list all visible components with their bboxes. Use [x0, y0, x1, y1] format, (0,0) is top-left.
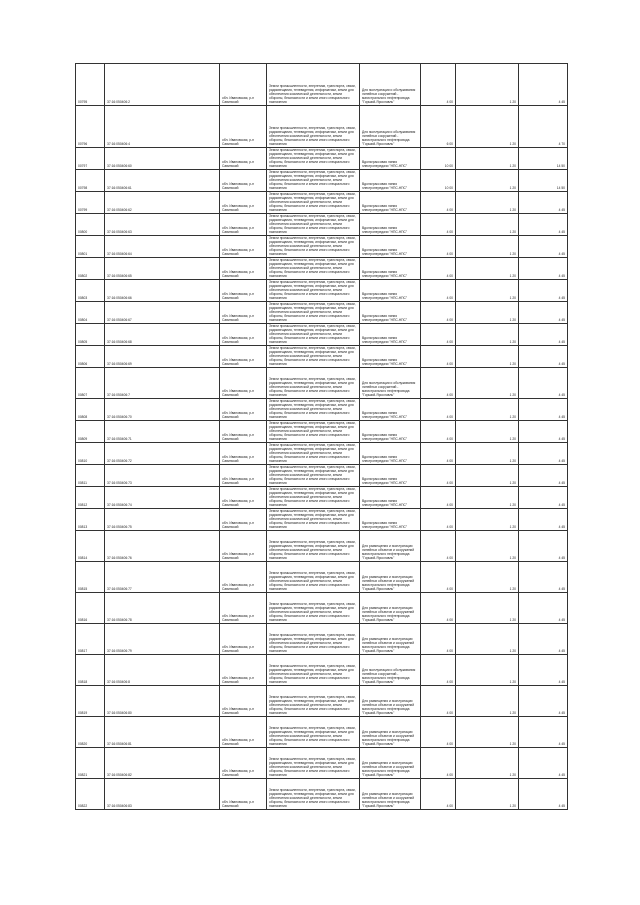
table-row	[76, 148, 568, 170]
area-cell: 4 00	[421, 236, 456, 258]
permitted-use-cell: Вдольтрассовая линия электропередачи "НПС-НПС"	[360, 148, 421, 170]
table-row	[76, 302, 568, 324]
value-cell: 4 45	[519, 346, 568, 368]
share-cell: 1 20	[456, 399, 519, 421]
land-category-cell: Земли промышленности, энергетики, транспорта, связи, радиовещания, телевидения, информатики, земли для обеспечения космической деятельности, земли обороны, безопасности и земли иного специального назначения	[267, 258, 360, 280]
share-cell: 1 20	[456, 258, 519, 280]
plot-number-cell: 00816	[76, 593, 105, 624]
land-category-cell: Земли промышленности, энергетики, транспорта, связи, радиовещания, телевидения, информатики, земли для обеспечения космической деятельности, земли обороны, безопасности и земли иного специального назначения	[267, 686, 360, 717]
share-cell: 1 20	[456, 655, 519, 686]
value-cell: 4 45	[519, 192, 568, 214]
permitted-use-cell: Вдольтрассовая линия электропередачи "НПС-НПС"	[360, 421, 421, 443]
cadastral-number-cell: 37:16:050406:66	[105, 280, 220, 302]
permitted-use-cell: Для размещения и эксплуатации линейных объектов и сооружений магистрального нефтепровода "Горький-Ярославль"	[360, 531, 421, 562]
plot-number-cell: 00817	[76, 624, 105, 655]
cadastral-number-cell: 37:16:050406:65	[105, 258, 220, 280]
value-cell: 4 70	[519, 106, 568, 148]
area-cell: 4 00	[421, 399, 456, 421]
area-cell: 4 00	[421, 531, 456, 562]
area-cell: 4 00	[421, 593, 456, 624]
permitted-use-cell: Для размещения и эксплуатации линейных объектов и сооружений магистрального нефтепровода "Горький-Ярославль"	[360, 562, 421, 593]
plot-number-cell: 00811	[76, 465, 105, 487]
share-cell: 1 20	[456, 192, 519, 214]
plot-number-cell: 00820	[76, 717, 105, 748]
value-cell: 4 45	[519, 368, 568, 399]
permitted-use-cell: Вдольтрассовая линия электропередачи "НПС-НПС"	[360, 236, 421, 258]
value-cell: 4 45	[519, 399, 568, 421]
table-row	[76, 624, 568, 655]
permitted-use-cell: Вдольтрассовая линия электропередачи "НПС-НПС"	[360, 399, 421, 421]
land-category-cell: Земли промышленности, энергетики, транспорта, связи, радиовещания, телевидения, информатики, земли для обеспечения космической деятельности, земли обороны, безопасности и земли иного специального назначения	[267, 655, 360, 686]
permitted-use-cell: Вдольтрассовая линия электропередачи "НПС-НПС"	[360, 302, 421, 324]
table-row	[76, 170, 568, 192]
share-cell: 1 20	[456, 443, 519, 465]
table-row	[76, 236, 568, 258]
location-cell: обл. Ивановская, р-н Савинский	[220, 106, 267, 148]
permitted-use-cell: Для эксплуатации и обслуживания линейных сооружений - магистрального нефтепровода "Горький-Ярославль"	[360, 655, 421, 686]
table-row	[76, 686, 568, 717]
table-row	[76, 399, 568, 421]
plot-number-cell: 00806	[76, 346, 105, 368]
plot-number-cell: 00801	[76, 236, 105, 258]
share-cell: 1 20	[456, 148, 519, 170]
permitted-use-cell: Для размещения и эксплуатации линейных объектов и сооружений магистрального нефтепровода "Горький-Ярославль"	[360, 748, 421, 779]
location-cell: обл. Ивановская, р-н Савинский	[220, 64, 267, 106]
location-cell: обл. Ивановская, р-н Савинский	[220, 399, 267, 421]
location-cell: обл. Ивановская, р-н Савинский	[220, 148, 267, 170]
share-cell: 1 20	[456, 531, 519, 562]
cadastral-number-cell: 37:16:050406:2	[105, 64, 220, 106]
location-cell: обл. Ивановская, р-н Савинский	[220, 280, 267, 302]
value-cell: 4 45	[519, 655, 568, 686]
area-cell: 4 00	[421, 624, 456, 655]
plot-number-cell: 00808	[76, 399, 105, 421]
location-cell: обл. Ивановская, р-н Савинский	[220, 748, 267, 779]
area-cell: 4 00	[421, 324, 456, 346]
cadastral-number-cell: 37:16:050406:82	[105, 748, 220, 779]
plot-number-cell: 00799	[76, 192, 105, 214]
plot-number-cell: 00814	[76, 531, 105, 562]
land-category-cell: Земли промышленности, энергетики, транспорта, связи, радиовещания, телевидения, информатики, земли для обеспечения космической деятельности, земли обороны, безопасности и земли иного специального назначения	[267, 443, 360, 465]
value-cell: 4 45	[519, 748, 568, 779]
plot-number-cell: 00821	[76, 748, 105, 779]
location-cell: обл. Ивановская, р-н Савинский	[220, 779, 267, 810]
table-row	[76, 280, 568, 302]
land-category-cell: Земли промышленности, энергетики, транспорта, связи, радиовещания, телевидения, информатики, земли для обеспечения космической деятельности, земли обороны, безопасности и земли иного специального назначения	[267, 346, 360, 368]
cadastral-number-cell: 37:16:050406:81	[105, 717, 220, 748]
value-cell: 4 45	[519, 487, 568, 509]
table-row	[76, 562, 568, 593]
area-cell: 4 00	[421, 562, 456, 593]
table-row	[76, 779, 568, 810]
cadastral-number-cell: 37:16:050406:67	[105, 302, 220, 324]
area-cell: 4 00	[421, 465, 456, 487]
land-category-cell: Земли промышленности, энергетики, транспорта, связи, радиовещания, телевидения, информатики, земли для обеспечения космической деятельности, земли обороны, безопасности и земли иного специального назначения	[267, 717, 360, 748]
table-row	[76, 717, 568, 748]
permitted-use-cell: Вдольтрассовая линия электропередачи "НПС-НПС"	[360, 443, 421, 465]
land-category-cell: Земли промышленности, энергетики, транспорта, связи, радиовещания, телевидения, информатики, земли для обеспечения космической деятельности, земли обороны, безопасности и земли иного специального назначения	[267, 399, 360, 421]
plot-number-cell: 00798	[76, 170, 105, 192]
location-cell: обл. Ивановская, р-н Савинский	[220, 324, 267, 346]
cadastral-number-cell: 37:16:050406:64	[105, 236, 220, 258]
table-row	[76, 64, 568, 106]
value-cell: 14 50	[519, 170, 568, 192]
share-cell: 1 20	[456, 509, 519, 531]
location-cell: обл. Ивановская, р-н Савинский	[220, 465, 267, 487]
cadastral-number-cell: 37:16:050406:79	[105, 624, 220, 655]
plot-number-cell: 00805	[76, 324, 105, 346]
share-cell: 1 20	[456, 64, 519, 106]
cadastral-number-cell: 37:16:050406:83	[105, 779, 220, 810]
permitted-use-cell: Вдольтрассовая линия электропередачи "НПС-НПС"	[360, 509, 421, 531]
value-cell: 4 45	[519, 593, 568, 624]
location-cell: обл. Ивановская, р-н Савинский	[220, 717, 267, 748]
share-cell: 1 20	[456, 170, 519, 192]
land-category-cell: Земли промышленности, энергетики, транспорта, связи, радиовещания, телевидения, информатики, земли для обеспечения космической деятельности, земли обороны, безопасности и земли иного специального назначения	[267, 509, 360, 531]
plot-number-cell: 00796	[76, 106, 105, 148]
area-cell: 4 00	[421, 192, 456, 214]
share-cell: 1 20	[456, 214, 519, 236]
location-cell: обл. Ивановская, р-н Савинский	[220, 531, 267, 562]
value-cell: 4 45	[519, 214, 568, 236]
cadastral-number-cell: 37:16:050406:74	[105, 487, 220, 509]
permitted-use-cell: Вдольтрассовая линия электропередачи "НПС-НПС"	[360, 487, 421, 509]
location-cell: обл. Ивановская, р-н Савинский	[220, 236, 267, 258]
location-cell: обл. Ивановская, р-н Савинский	[220, 509, 267, 531]
location-cell: обл. Ивановская, р-н Савинский	[220, 346, 267, 368]
share-cell: 1 20	[456, 487, 519, 509]
cadastral-number-cell: 37:16:050406:78	[105, 593, 220, 624]
area-cell: 6 00	[421, 106, 456, 148]
share-cell: 1 20	[456, 465, 519, 487]
plot-number-cell: 00809	[76, 421, 105, 443]
land-category-cell: Земли промышленности, энергетики, транспорта, связи, радиовещания, телевидения, информатики, земли для обеспечения космической деятельности, земли обороны, безопасности и земли иного специального назначения	[267, 368, 360, 399]
location-cell: обл. Ивановская, р-н Савинский	[220, 302, 267, 324]
cadastral-number-cell: 37:16:050406:75	[105, 509, 220, 531]
area-cell: 4 00	[421, 258, 456, 280]
area-cell: 4 00	[421, 302, 456, 324]
share-cell: 1 20	[456, 346, 519, 368]
cadastral-number-cell: 37:16:050406:80	[105, 686, 220, 717]
land-category-cell: Земли промышленности, энергетики, транспорта, связи, радиовещания, телевидения, информатики, земли для обеспечения космической деятельности, земли обороны, безопасности и земли иного специального назначения	[267, 748, 360, 779]
location-cell: обл. Ивановская, р-н Савинский	[220, 170, 267, 192]
permitted-use-cell: Вдольтрассовая линия электропередачи "НПС-НПС"	[360, 346, 421, 368]
cadastral-number-cell: 37:16:050406:8	[105, 655, 220, 686]
permitted-use-cell: Для эксплуатации и обслуживания линейных сооружений - магистрального нефтепровода "Горький-Ярославль"	[360, 64, 421, 106]
location-cell: обл. Ивановская, р-н Савинский	[220, 562, 267, 593]
share-cell: 1 20	[456, 779, 519, 810]
plot-number-cell: 00800	[76, 214, 105, 236]
permitted-use-cell: Вдольтрассовая линия электропередачи "НПС-НПС"	[360, 214, 421, 236]
area-cell: 4 00	[421, 346, 456, 368]
plot-number-cell: 00813	[76, 509, 105, 531]
value-cell: 4 45	[519, 779, 568, 810]
share-cell: 1 20	[456, 368, 519, 399]
plot-number-cell: 00807	[76, 368, 105, 399]
plot-number-cell: 00797	[76, 148, 105, 170]
share-cell: 1 20	[456, 106, 519, 148]
land-category-cell: Земли промышленности, энергетики, транспорта, связи, радиовещания, телевидения, информатики, земли для обеспечения космической деятельности, земли обороны, безопасности и земли иного специального назначения	[267, 192, 360, 214]
permitted-use-cell: Вдольтрассовая линия электропередачи "НПС-НПС"	[360, 324, 421, 346]
share-cell: 1 20	[456, 280, 519, 302]
area-cell: 10 00	[421, 148, 456, 170]
plot-number-cell: 00822	[76, 779, 105, 810]
cadastral-number-cell: 37:16:050406:71	[105, 421, 220, 443]
cadastral-number-cell: 37:16:050406:72	[105, 443, 220, 465]
permitted-use-cell: Для размещения и эксплуатации линейных объектов и сооружений магистрального нефтепровода "Горький-Ярославль"	[360, 624, 421, 655]
cadastral-number-cell: 37:16:050406:60	[105, 148, 220, 170]
land-category-cell: Земли промышленности, энергетики, транспорта, связи, радиовещания, телевидения, информатики, земли для обеспечения космической деятельности, земли обороны, безопасности и земли иного специального назначения	[267, 106, 360, 148]
share-cell: 1 20	[456, 717, 519, 748]
location-cell: обл. Ивановская, р-н Савинский	[220, 443, 267, 465]
area-cell: 4 00	[421, 748, 456, 779]
land-category-cell: Земли промышленности, энергетики, транспорта, связи, радиовещания, телевидения, информатики, земли для обеспечения космической деятельности, земли обороны, безопасности и земли иного специального назначения	[267, 302, 360, 324]
plot-number-cell: 00810	[76, 443, 105, 465]
cadastral-number-cell: 37:16:050406:61	[105, 170, 220, 192]
land-category-cell: Земли промышленности, энергетики, транспорта, связи, радиовещания, телевидения, информатики, земли для обеспечения космической деятельности, земли обороны, безопасности и земли иного специального назначения	[267, 624, 360, 655]
cadastral-number-cell: 37:16:050406:69	[105, 346, 220, 368]
plot-number-cell: 00818	[76, 655, 105, 686]
table-row	[76, 106, 568, 148]
location-cell: обл. Ивановская, р-н Савинский	[220, 487, 267, 509]
permitted-use-cell: Для эксплуатации и обслуживания линейных сооружений - магистрального нефтепровода "Горький-Ярославль"	[360, 106, 421, 148]
value-cell: 4 45	[519, 531, 568, 562]
area-cell: 4 00	[421, 487, 456, 509]
table-row	[76, 748, 568, 779]
location-cell: обл. Ивановская, р-н Савинский	[220, 655, 267, 686]
permitted-use-cell: Для размещения и эксплуатации линейных объектов и сооружений магистрального нефтепровода "Горький-Ярославль"	[360, 686, 421, 717]
land-category-cell: Земли промышленности, энергетики, транспорта, связи, радиовещания, телевидения, информатики, земли для обеспечения космической деятельности, земли обороны, безопасности и земли иного специального назначения	[267, 593, 360, 624]
land-plots-table	[75, 63, 568, 810]
value-cell: 4 45	[519, 717, 568, 748]
permitted-use-cell: Вдольтрассовая линия электропередачи "НПС-НПС"	[360, 192, 421, 214]
table-row	[76, 531, 568, 562]
value-cell: 4 45	[519, 421, 568, 443]
table-row	[76, 593, 568, 624]
table-row	[76, 324, 568, 346]
cadastral-number-cell: 37:16:050406:68	[105, 324, 220, 346]
land-category-cell: Земли промышленности, энергетики, транспорта, связи, радиовещания, телевидения, информатики, земли для обеспечения космической деятельности, земли обороны, безопасности и земли иного специального назначения	[267, 487, 360, 509]
cadastral-number-cell: 37:16:050406:77	[105, 562, 220, 593]
table-row	[76, 421, 568, 443]
value-cell: 4 45	[519, 686, 568, 717]
cadastral-number-cell: 37:16:050406:62	[105, 192, 220, 214]
location-cell: обл. Ивановская, р-н Савинский	[220, 214, 267, 236]
land-category-cell: Земли промышленности, энергетики, транспорта, связи, радиовещания, телевидения, информатики, земли для обеспечения космической деятельности, земли обороны, безопасности и земли иного специального назначения	[267, 531, 360, 562]
area-cell: 4 00	[421, 64, 456, 106]
location-cell: обл. Ивановская, р-н Савинский	[220, 624, 267, 655]
area-cell: 4 00	[421, 368, 456, 399]
table-row	[76, 655, 568, 686]
value-cell: 4 45	[519, 465, 568, 487]
plot-number-cell: 00812	[76, 487, 105, 509]
land-category-cell: Земли промышленности, энергетики, транспорта, связи, радиовещания, телевидения, информатики, земли для обеспечения космической деятельности, земли обороны, безопасности и земли иного специального назначения	[267, 562, 360, 593]
permitted-use-cell: Вдольтрассовая линия электропередачи "НПС-НПС"	[360, 280, 421, 302]
land-category-cell: Земли промышленности, энергетики, транспорта, связи, радиовещания, телевидения, информатики, земли для обеспечения космической деятельности, земли обороны, безопасности и земли иного специального назначения	[267, 170, 360, 192]
permitted-use-cell: Для размещения и эксплуатации линейных объектов и сооружений магистрального нефтепровода "Горький-Ярославль"	[360, 717, 421, 748]
area-cell: 4 00	[421, 214, 456, 236]
value-cell: 4 45	[519, 624, 568, 655]
value-cell: 4 45	[519, 443, 568, 465]
location-cell: обл. Ивановская, р-н Савинский	[220, 368, 267, 399]
share-cell: 1 20	[456, 421, 519, 443]
share-cell: 1 20	[456, 748, 519, 779]
plot-number-cell: 00819	[76, 686, 105, 717]
table-row	[76, 258, 568, 280]
area-cell: 4 00	[421, 421, 456, 443]
area-cell: 10 00	[421, 170, 456, 192]
share-cell: 1 20	[456, 324, 519, 346]
table-row	[76, 192, 568, 214]
land-category-cell: Земли промышленности, энергетики, транспорта, связи, радиовещания, телевидения, информатики, земли для обеспечения космической деятельности, земли обороны, безопасности и земли иного специального назначения	[267, 214, 360, 236]
land-category-cell: Земли промышленности, энергетики, транспорта, связи, радиовещания, телевидения, информатики, земли для обеспечения космической деятельности, земли обороны, безопасности и земли иного специального назначения	[267, 280, 360, 302]
value-cell: 4 45	[519, 324, 568, 346]
table-row	[76, 443, 568, 465]
area-cell: 4 00	[421, 686, 456, 717]
share-cell: 1 20	[456, 562, 519, 593]
table-row	[76, 368, 568, 399]
value-cell: 4 45	[519, 236, 568, 258]
value-cell: 14 50	[519, 148, 568, 170]
value-cell: 4 45	[519, 562, 568, 593]
land-category-cell: Земли промышленности, энергетики, транспорта, связи, радиовещания, телевидения, информатики, земли для обеспечения космической деятельности, земли обороны, безопасности и земли иного специального назначения	[267, 236, 360, 258]
value-cell: 4 45	[519, 509, 568, 531]
share-cell: 1 20	[456, 593, 519, 624]
area-cell: 4 00	[421, 779, 456, 810]
cadastral-number-cell: 37:16:050406:73	[105, 465, 220, 487]
share-cell: 1 20	[456, 302, 519, 324]
cadastral-number-cell: 37:16:050406:63	[105, 214, 220, 236]
cadastral-number-cell: 37:16:050406:7	[105, 368, 220, 399]
location-cell: обл. Ивановская, р-н Савинский	[220, 258, 267, 280]
location-cell: обл. Ивановская, р-н Савинский	[220, 593, 267, 624]
permitted-use-cell: Для размещения и эксплуатации линейных объектов и сооружений магистрального нефтепровода "Горький-Ярославль"	[360, 593, 421, 624]
land-category-cell: Земли промышленности, энергетики, транспорта, связи, радиовещания, телевидения, информатики, земли для обеспечения космической деятельности, земли обороны, безопасности и земли иного специального назначения	[267, 148, 360, 170]
permitted-use-cell: Вдольтрассовая линия электропередачи "НПС-НПС"	[360, 170, 421, 192]
cadastral-number-cell: 37:16:050406:76	[105, 531, 220, 562]
area-cell: 4 00	[421, 717, 456, 748]
location-cell: обл. Ивановская, р-н Савинский	[220, 192, 267, 214]
value-cell: 4 45	[519, 64, 568, 106]
location-cell: обл. Ивановская, р-н Савинский	[220, 421, 267, 443]
area-cell: 4 00	[421, 655, 456, 686]
plot-number-cell: 00802	[76, 258, 105, 280]
table-row	[76, 465, 568, 487]
permitted-use-cell: Для эксплуатации и обслуживания линейных сооружений - магистрального нефтепровода "Горький-Ярославль"	[360, 368, 421, 399]
area-cell: 4 00	[421, 443, 456, 465]
area-cell: 4 00	[421, 280, 456, 302]
cadastral-number-cell: 37:16:050406:4	[105, 106, 220, 148]
value-cell: 4 45	[519, 258, 568, 280]
share-cell: 1 20	[456, 686, 519, 717]
land-category-cell: Земли промышленности, энергетики, транспорта, связи, радиовещания, телевидения, информатики, земли для обеспечения космической деятельности, земли обороны, безопасности и земли иного специального назначения	[267, 779, 360, 810]
permitted-use-cell: Для размещения и эксплуатации линейных объектов и сооружений магистрального нефтепровода "Горький-Ярославль"	[360, 779, 421, 810]
plot-number-cell: 00815	[76, 562, 105, 593]
plot-number-cell: 00804	[76, 302, 105, 324]
permitted-use-cell: Вдольтрассовая линия электропередачи "НПС-НПС"	[360, 258, 421, 280]
land-category-cell: Земли промышленности, энергетики, транспорта, связи, радиовещания, телевидения, информатики, земли для обеспечения космической деятельности, земли обороны, безопасности и земли иного специального назначения	[267, 324, 360, 346]
area-cell: 4 00	[421, 509, 456, 531]
table-row	[76, 214, 568, 236]
land-registry-sheet	[75, 63, 565, 810]
permitted-use-cell: Вдольтрассовая линия электропередачи "НПС-НПС"	[360, 465, 421, 487]
plot-number-cell: 00803	[76, 280, 105, 302]
table-body	[76, 64, 568, 810]
cadastral-number-cell: 37:16:050406:70	[105, 399, 220, 421]
land-category-cell: Земли промышленности, энергетики, транспорта, связи, радиовещания, телевидения, информатики, земли для обеспечения космической деятельности, земли обороны, безопасности и земли иного специального назначения	[267, 421, 360, 443]
table-row	[76, 487, 568, 509]
land-category-cell: Земли промышленности, энергетики, транспорта, связи, радиовещания, телевидения, информатики, земли для обеспечения космической деятельности, земли обороны, безопасности и земли иного специального назначения	[267, 465, 360, 487]
value-cell: 4 45	[519, 302, 568, 324]
location-cell: обл. Ивановская, р-н Савинский	[220, 686, 267, 717]
share-cell: 1 20	[456, 236, 519, 258]
share-cell: 1 20	[456, 624, 519, 655]
value-cell: 4 45	[519, 280, 568, 302]
plot-number-cell: 00795	[76, 64, 105, 106]
land-category-cell: Земли промышленности, энергетики, транспорта, связи, радиовещания, телевидения, информатики, земли для обеспечения космической деятельности, земли обороны, безопасности и земли иного специального назначения	[267, 64, 360, 106]
table-row	[76, 346, 568, 368]
table-row	[76, 509, 568, 531]
